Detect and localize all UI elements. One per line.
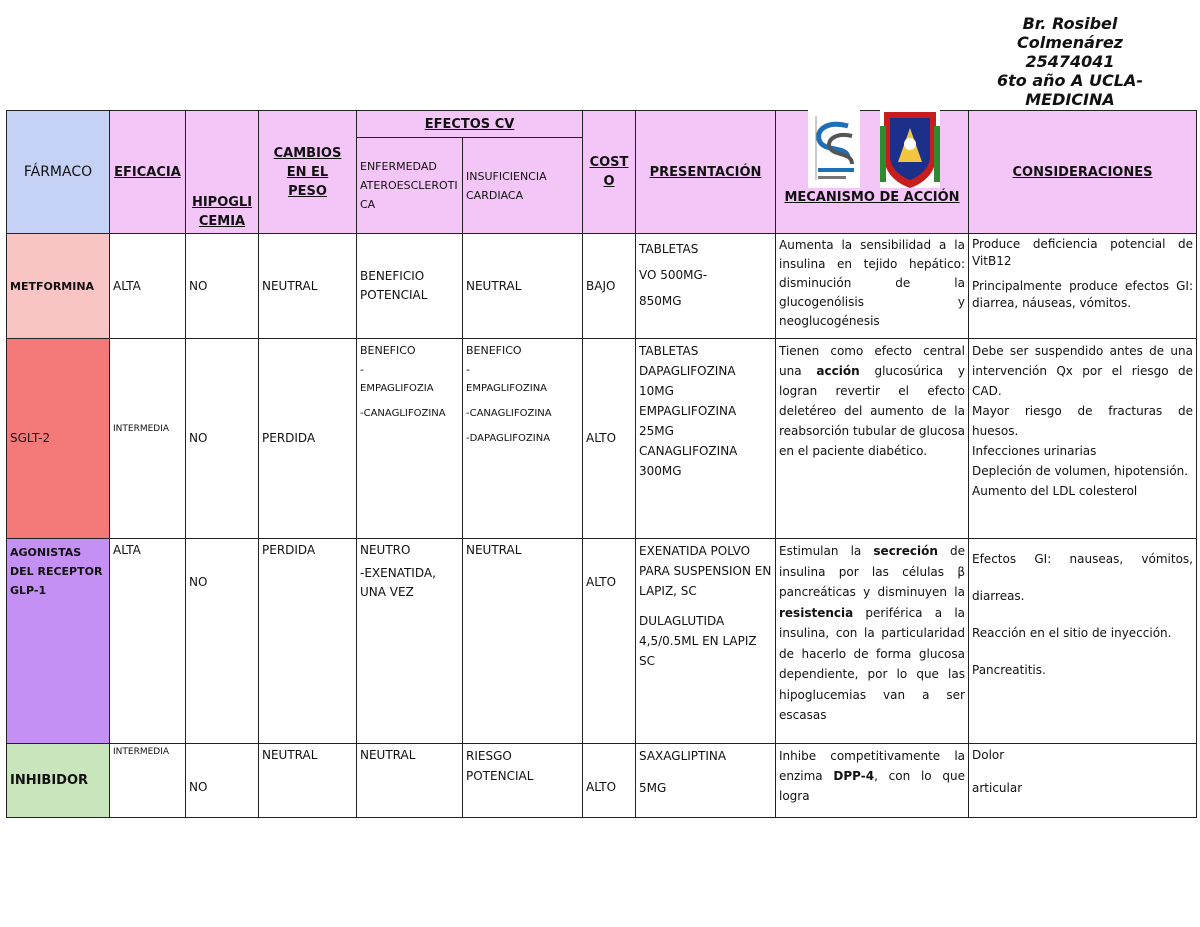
header-cambios-2: EN EL — [286, 164, 329, 180]
header-mecanismo-label: MECANISMO DE ACCIÓN — [784, 190, 960, 205]
cell-eficacia: INTERMEDIA — [110, 744, 186, 818]
cell-costo: ALTO — [583, 744, 636, 818]
cell-peso: NEUTRAL — [259, 744, 357, 818]
farmaco-label: SGLT-2 — [10, 431, 51, 445]
presentacion-line: EXENATIDA POLVO PARA SUSPENSION EN LAPIZ, SC — [639, 544, 772, 598]
cell-peso: PERDIDA — [259, 539, 357, 744]
consideracion-line: Depleción de volumen, hipotensión. — [972, 464, 1189, 478]
header-hipoglicemia-1: HIPOGLI — [191, 195, 253, 210]
enfermedad-line: -CANAGLIFOZINA — [360, 408, 446, 419]
insuficiencia-line: -CANAGLIFOZINA — [466, 408, 552, 419]
cell-farmaco-metformina — [7, 234, 110, 339]
header-costo-2: O — [603, 174, 615, 189]
header-costo-1: COST — [589, 155, 629, 170]
mecanismo-text: glucosúrica y logran revertir el efecto deletéreo del aumento de la reabsorción tubular de glucosa en el paciente diabético. — [779, 364, 965, 458]
consideracion-line: Mayor riesgo de fracturas de huesos. — [972, 404, 1193, 438]
consideracion-line: Efectos GI: nauseas, vómitos, diarreas. — [972, 552, 1193, 603]
author-course-1: 6to año A UCLA- — [997, 71, 1143, 90]
cell-presentacion — [636, 744, 776, 818]
insuficiencia-line: BENEFICO — [466, 344, 522, 357]
farmaco-label: INHIBIDOR — [10, 773, 89, 788]
consideracion-line: articular — [972, 781, 1023, 795]
presentacion-line: CANAGLIFOZINA — [639, 444, 738, 458]
cell-hipoglicemia: NO — [186, 744, 259, 818]
mecanismo-bold: acción — [816, 364, 860, 378]
cell-insuficiencia — [463, 339, 583, 539]
cell-farmaco-sglt2 — [7, 339, 110, 539]
consideracion-line: Pancreatitis. — [972, 663, 1046, 677]
header-insuficiencia-label: INSUFICIENCIA CARDIACA — [466, 169, 547, 202]
cell-presentacion — [636, 339, 776, 539]
enfermedad-line: BENEFICO — [360, 344, 416, 357]
cell-insuficiencia: RIESGO POTENCIAL — [463, 744, 583, 818]
cell-hipoglicemia: NO — [186, 539, 259, 744]
cell-mecanismo — [776, 539, 969, 744]
header-efectos-cv — [357, 111, 583, 138]
mecanismo-text: , con lo que logra — [779, 769, 965, 803]
author-name-2: Colmenárez — [1017, 33, 1123, 52]
mecanismo-bold: DPP-4 — [833, 769, 875, 783]
author-name-1: Br. Rosibel — [1022, 14, 1118, 33]
cell-consideraciones — [969, 234, 1197, 339]
author-block — [960, 14, 1180, 109]
medicine-faculty-shield — [878, 106, 942, 190]
enfermedad-line: EMPAGLIFOZIA — [360, 383, 434, 394]
author-course-2: MEDICINA — [1025, 90, 1115, 109]
presentacion-line: 300MG — [639, 464, 682, 478]
cell-consideraciones — [969, 744, 1197, 818]
consideracion-line: Produce deficiencia potencial de VitB12 — [972, 237, 1193, 268]
header-farmaco-label: FÁRMACO — [23, 163, 93, 180]
cell-eficacia: ALTA — [110, 539, 186, 744]
cell-insuficiencia: NEUTRAL — [463, 234, 583, 339]
mecanismo-bold: resistencia — [779, 605, 854, 620]
cell-costo: BAJO — [583, 234, 636, 339]
presentacion-line: DAPAGLIFOZINA — [639, 364, 736, 378]
insuficiencia-line: - — [466, 363, 470, 376]
header-farmaco — [7, 111, 110, 234]
mecanismo-text: Estimulan la — [779, 544, 874, 558]
cell-farmaco-inhibidor — [7, 744, 110, 818]
cell-consideraciones — [969, 539, 1197, 744]
header-cambios-3: PESO — [288, 183, 327, 199]
insuficiencia-line: -DAPAGLIFOZINA — [466, 433, 551, 444]
cell-costo: ALTO — [583, 539, 636, 744]
cell-presentacion — [636, 539, 776, 744]
cell-peso: PERDIDA — [259, 339, 357, 539]
cell-farmaco-glp1 — [7, 539, 110, 744]
presentacion-line: VO 500MG- — [639, 268, 708, 282]
consideracion-line: Debe ser suspendido antes de una intervención Qx por el riesgo de CAD. — [972, 344, 1193, 398]
header-consideraciones — [969, 111, 1197, 234]
cell-peso: NEUTRAL — [259, 234, 357, 339]
drug-comparison-table — [6, 110, 1197, 818]
presentacion-line: 25MG — [639, 424, 674, 438]
consideracion-line: Infecciones urinarias — [972, 444, 1097, 458]
cell-costo: ALTO — [583, 339, 636, 539]
cell-hipoglicemia: NO — [186, 234, 259, 339]
header-consideraciones-label: CONSIDERACIONES — [1012, 164, 1153, 180]
cell-hipoglicemia: NO — [186, 339, 259, 539]
header-enfermedad — [357, 138, 463, 234]
consideracion-line: Dolor — [972, 748, 1005, 762]
consideracion-line: Principalmente produce efectos GI: diarrea, náuseas, vómitos. — [972, 279, 1193, 310]
header-presentacion — [636, 111, 776, 234]
cell-eficacia: INTERMEDIA — [110, 339, 186, 539]
header-enfermedad-label: ENFERMEDAD ATEROESCLEROTI CA — [360, 160, 458, 211]
farmaco-label: METFORMINA — [10, 279, 95, 293]
cell-presentacion — [636, 234, 776, 339]
table-row — [7, 234, 1197, 339]
header-cambios-1: CAMBIOS — [273, 145, 342, 161]
header-efectos-cv-label: EFECTOS CV — [424, 116, 515, 132]
consideracion-line: Reacción en el sitio de inyección. — [972, 626, 1172, 640]
header-cambios-peso — [259, 111, 357, 234]
author-id: 25474041 — [1025, 52, 1115, 71]
header-hipoglicemia — [186, 111, 259, 234]
cell-eficacia: ALTA — [110, 234, 186, 339]
cell-mecanismo — [776, 339, 969, 539]
mecanismo-bold: secreción — [873, 544, 938, 558]
enfermedad-line: -EXENATIDA, UNA VEZ — [360, 566, 436, 599]
presentacion-line: 850MG — [639, 294, 682, 308]
cell-enfermedad: BENEFICIO POTENCIAL — [357, 234, 463, 339]
cell-insuficiencia: NEUTRAL — [463, 539, 583, 744]
presentacion-line: EMPAGLIFOZINA — [639, 404, 737, 418]
mecanismo-text: Tienen como efecto central una — [779, 344, 965, 378]
enfermedad-line: NEUTRO — [360, 543, 411, 557]
presentacion-line: TABLETAS — [639, 344, 699, 358]
presentacion-line: SAXAGLIPTINA — [639, 749, 727, 763]
insuficiencia-line: EMPAGLIFOZINA — [466, 383, 548, 394]
mecanismo-text: de insulina por las células β pancreáticas y disminuyen la — [779, 544, 965, 599]
consideracion-line: Aumento del LDL colesterol — [972, 484, 1138, 498]
mecanismo-text: Inhibe competitivamente la enzima — [779, 749, 965, 783]
presentacion-line: DULAGLUTIDA 4,5/0.5ML EN LAPIZ SC — [639, 614, 757, 668]
header-costo — [583, 111, 636, 234]
presentacion-line: TABLETAS — [639, 242, 699, 256]
cell-mecanismo — [776, 744, 969, 818]
table-row — [7, 539, 1197, 744]
cell-consideraciones — [969, 339, 1197, 539]
header-presentacion-label: PRESENTACIÓN — [649, 164, 762, 180]
farmaco-label: AGONISTAS DEL RECEPTOR GLP-1 — [10, 546, 103, 597]
table-row — [7, 339, 1197, 539]
mecanismo-text: periférica a la insulina, con la particularidad de hacerlo de forma glucosa dependiente, por lo que las hipoglucemias van a ser escasas — [779, 605, 965, 722]
header-eficacia — [110, 111, 186, 234]
cell-enfermedad: NEUTRAL — [357, 744, 463, 818]
cell-mecanismo: Aumenta la sensibilidad a la insulina en tejido hepático: disminución de la glucogenólisis y neoglucogénesis — [776, 234, 969, 339]
header-hipoglicemia-2: CEMIA — [198, 214, 246, 229]
presentacion-line: 10MG — [639, 384, 674, 398]
header-insuficiencia — [463, 138, 583, 234]
table-row — [7, 744, 1197, 818]
enfermedad-line: - — [360, 363, 364, 376]
cell-enfermedad — [357, 339, 463, 539]
presentacion-line: 5MG — [639, 781, 667, 795]
cell-enfermedad — [357, 539, 463, 744]
header-eficacia-label: EFICACIA — [114, 164, 181, 180]
